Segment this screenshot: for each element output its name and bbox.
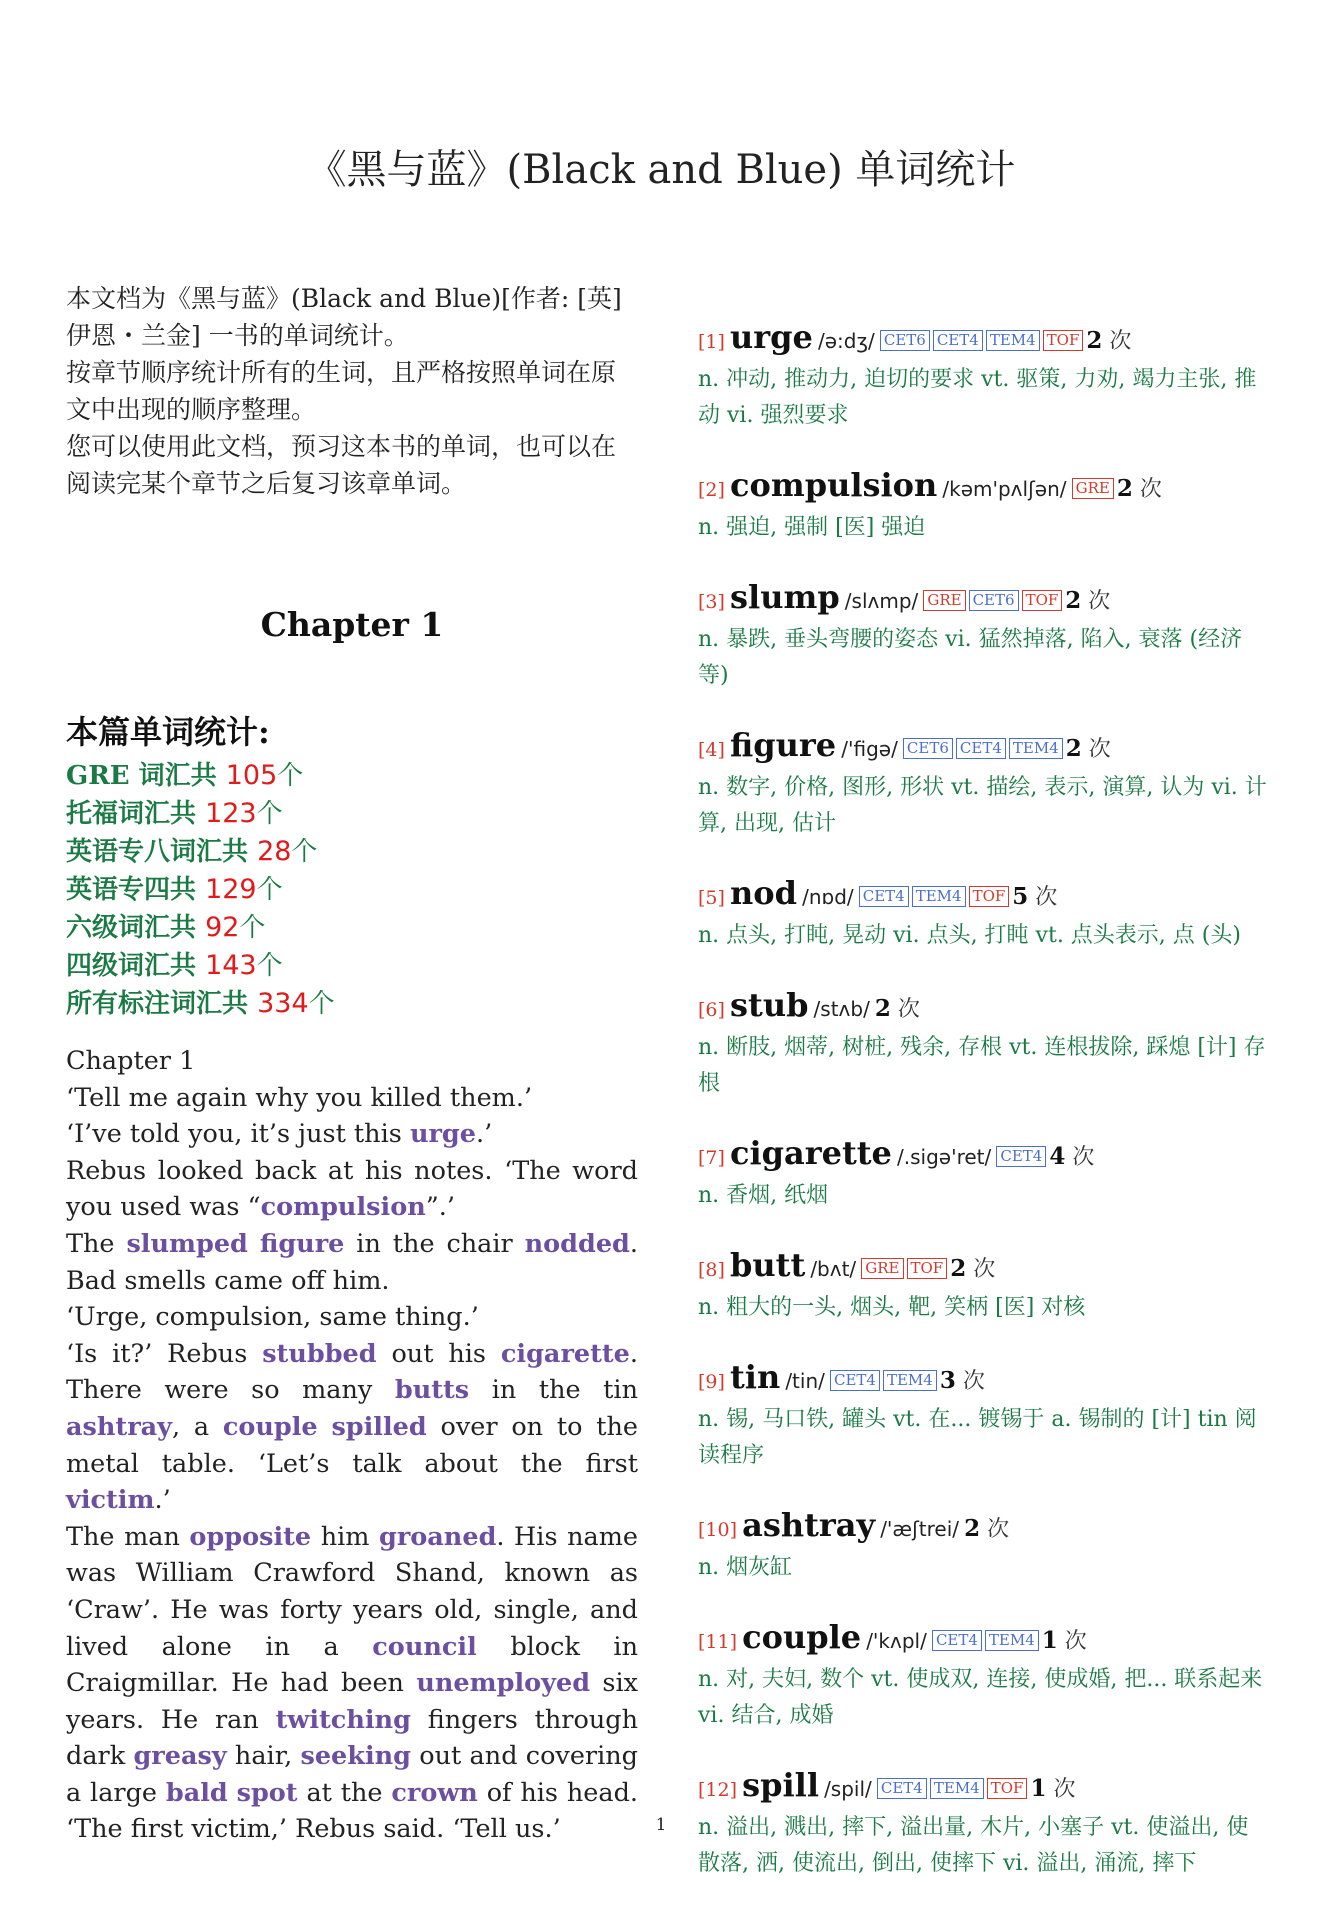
level-tag: CET6 — [880, 330, 930, 351]
highlighted-word: figure — [259, 1228, 345, 1259]
text-run: out his — [376, 1338, 501, 1369]
text-run — [318, 1412, 332, 1442]
level-tag: TOF — [1043, 330, 1084, 351]
occurrence-count: 1 — [1030, 1775, 1047, 1802]
intro-line: 本文档为《黑与蓝》(Black and Blue)[作者: [英] 伊恩・兰金] 一书的单词统计。 — [66, 284, 622, 350]
highlighted-word: greasy — [133, 1741, 227, 1772]
highlighted-word: urge — [409, 1119, 476, 1150]
count-unit: 次 — [1081, 737, 1111, 762]
level-tag: TOF — [987, 1778, 1028, 1799]
count-unit: 次 — [980, 1517, 1010, 1542]
stat-suffix: 个 — [256, 875, 283, 905]
level-tag: TOF — [1022, 590, 1063, 611]
highlighted-word: council — [372, 1631, 477, 1662]
text-run: ”.’ — [425, 1192, 455, 1223]
highlighted-word: couple — [222, 1411, 318, 1442]
text-run: ‘Is it?’ Rebus — [66, 1338, 263, 1369]
stat-row — [66, 833, 638, 871]
entry-header — [698, 1358, 1270, 1402]
count-unit: 次 — [1065, 1145, 1095, 1170]
stat-label: 英语专四共 — [66, 875, 206, 905]
vocab-entry — [698, 578, 1270, 694]
text-paragraph — [66, 1043, 638, 1080]
text-run: The man — [66, 1521, 190, 1552]
stat-count: 123 — [205, 798, 257, 829]
definition: n. 锡, 马口铁, 罐头 vt. 在... 镀锡于 a. 锡制的 [计] tin 阅读程序 — [698, 1407, 1257, 1468]
level-tag: TEM4 — [1009, 738, 1063, 759]
headword: compulsion — [730, 466, 938, 504]
stat-label: 四级词汇共 — [66, 951, 206, 981]
chapter-heading: Chapter 1 — [260, 605, 444, 644]
level-tag: CET4 — [956, 738, 1006, 759]
text-run: , a — [171, 1411, 223, 1442]
stat-label: 所有标注词汇共 — [66, 989, 258, 1019]
definition: n. 溢出, 溅出, 摔下, 溢出量, 木片, 小塞子 vt. 使溢出, 使散落, 洒, 使流出, 倒出, 使摔下 vi. 溢出, 涌流, 摔下 — [698, 1815, 1249, 1876]
phonetic: /slʌmp/ — [844, 589, 919, 613]
count-unit: 次 — [890, 997, 920, 1022]
definition: n. 点头, 打盹, 晃动 vi. 点头, 打盹 vt. 点头表示, 点 (头) — [698, 923, 1241, 948]
level-tag: TEM4 — [883, 1370, 937, 1391]
stat-count: 92 — [205, 912, 240, 943]
highlighted-word: spot — [236, 1777, 298, 1808]
stat-suffix: 个 — [308, 989, 335, 1019]
level-tag: TEM4 — [986, 330, 1040, 351]
count-unit: 次 — [955, 1369, 985, 1394]
stat-suffix: 个 — [256, 799, 283, 829]
level-tag: CET4 — [859, 886, 909, 907]
text-run: fingers through dark — [66, 1704, 638, 1772]
chapter-text — [66, 1043, 638, 1848]
entry-index: [3] — [698, 591, 725, 613]
text-run — [248, 1229, 260, 1259]
stat-count: 334 — [257, 988, 309, 1019]
count-unit: 次 — [1028, 885, 1058, 910]
text-paragraph — [66, 1226, 638, 1299]
highlighted-word: ashtray — [66, 1411, 172, 1442]
stat-label: 六级词汇共 — [66, 913, 206, 943]
occurrence-count: 2 — [1065, 735, 1082, 762]
occurrence-count: 2 — [950, 1255, 967, 1282]
text-paragraph — [66, 1519, 638, 1848]
definition: n. 冲动, 推动力, 迫切的要求 vt. 驱策, 力劝, 竭力主张, 推动 vi. 强烈要求 — [698, 367, 1257, 428]
occurrence-count: 5 — [1012, 883, 1029, 910]
entry-index: [9] — [698, 1371, 725, 1393]
intro-line: 按章节顺序统计所有的生词，且严格按照单词在原文中出现的顺序整理。 — [66, 358, 617, 424]
level-tag: GRE — [861, 1258, 903, 1279]
headword: cigarette — [730, 1134, 892, 1172]
level-tag: CET4 — [996, 1146, 1046, 1167]
occurrence-count: 2 — [1116, 475, 1133, 502]
stat-row — [66, 985, 638, 1023]
entry-index: [11] — [698, 1631, 738, 1653]
count-unit: 次 — [966, 1257, 996, 1282]
entry-index: [8] — [698, 1259, 725, 1281]
highlighted-word: victim — [66, 1485, 155, 1516]
stats-list — [66, 757, 638, 1023]
vocab-entry — [698, 1506, 1270, 1586]
stat-row — [66, 795, 638, 833]
highlighted-word: stubbed — [262, 1338, 377, 1369]
phonetic: /kəm'pʌlʃən/ — [942, 477, 1067, 501]
stat-count: 28 — [257, 836, 292, 867]
text-run: The — [66, 1228, 127, 1259]
highlighted-word: seeking — [300, 1741, 411, 1772]
highlighted-word: groaned — [379, 1521, 497, 1552]
text-paragraph — [66, 1299, 638, 1336]
page-number: 1 — [655, 1815, 667, 1835]
intro-line: 您可以使用此文档，预习这本书的单词，也可以在阅读完某个章节之后复习该章单词。 — [66, 432, 617, 498]
entry-header — [698, 874, 1270, 918]
stats-title: 本篇单词统计: — [66, 713, 270, 751]
entry-index: [10] — [698, 1519, 738, 1541]
definition: n. 暴跌, 垂头弯腰的姿态 vi. 猛然掉落, 陷入, 衰落 (经济等) — [698, 627, 1243, 688]
stat-label: 托福词汇共 — [66, 799, 206, 829]
text-run: . Bad smells came off him. — [66, 1228, 638, 1296]
entry-header — [698, 1766, 1270, 1810]
level-tag: CET4 — [830, 1370, 880, 1391]
headword: tin — [730, 1358, 781, 1396]
text-run: hair, — [226, 1741, 301, 1772]
headword: spill — [742, 1766, 819, 1804]
level-tag: TOF — [969, 886, 1010, 907]
definition: n. 粗大的一头, 烟头, 靶, 笑柄 [医] 对核 — [698, 1295, 1086, 1320]
highlighted-word: spilled — [331, 1411, 427, 1442]
text-run: ‘Urge, compulsion, same thing.’ — [66, 1302, 479, 1333]
headword: stub — [730, 986, 809, 1024]
headword: slump — [730, 578, 840, 616]
stat-label: 英语专八词汇共 — [66, 837, 258, 867]
entry-index: [12] — [698, 1779, 738, 1801]
level-tag: GRE — [923, 590, 965, 611]
stats-block — [66, 707, 638, 1023]
phonetic: /bʌt/ — [810, 1257, 857, 1281]
level-tag: TOF — [907, 1258, 948, 1279]
vocab-entry — [698, 1246, 1270, 1326]
highlighted-word: crown — [391, 1777, 478, 1808]
text-run: six years. He ran — [66, 1668, 639, 1735]
highlighted-word: twitching — [275, 1704, 411, 1735]
count-unit: 次 — [1057, 1629, 1087, 1654]
entry-header — [698, 578, 1270, 622]
occurrence-count: 1 — [1041, 1627, 1058, 1654]
definition: n. 数字, 价格, 图形, 形状 vt. 描绘, 表示, 演算, 认为 vi. 计算, 出现, 估计 — [698, 775, 1267, 836]
text-run: .’ — [475, 1119, 493, 1150]
stat-suffix: 个 — [277, 761, 304, 791]
entry-index: [6] — [698, 999, 725, 1021]
text-run — [228, 1778, 237, 1808]
highlighted-word: butts — [394, 1375, 470, 1406]
highlighted-word: opposite — [189, 1521, 312, 1552]
highlighted-word: cigarette — [500, 1338, 630, 1369]
definition: n. 对, 夫妇, 数个 vt. 使成双, 连接, 使成婚, 把... 联系起来 vi. 结合, 成婚 — [698, 1667, 1263, 1728]
phonetic: /stʌb/ — [813, 997, 870, 1021]
definition: n. 香烟, 纸烟 — [698, 1183, 829, 1208]
stat-label: GRE 词汇共 — [66, 761, 226, 791]
highlighted-word: compulsion — [260, 1192, 426, 1223]
occurrence-count: 2 — [1065, 587, 1082, 614]
entry-header — [698, 1506, 1270, 1550]
count-unit: 次 — [1102, 329, 1132, 354]
text-paragraph — [66, 1153, 638, 1226]
entry-header — [698, 986, 1270, 1030]
entry-index: [1] — [698, 331, 725, 353]
text-run: . There were so many — [66, 1338, 638, 1406]
text-run: Chapter 1 — [66, 1046, 196, 1076]
highlighted-word: nodded — [524, 1228, 630, 1259]
text-run: at the — [297, 1777, 392, 1808]
count-unit: 次 — [1046, 1777, 1076, 1802]
entry-index: [5] — [698, 887, 725, 909]
vocab-entry — [698, 1134, 1270, 1214]
headword: nod — [730, 874, 797, 912]
text-run: block in Craigmillar. He had been — [66, 1631, 639, 1699]
text-run: in the chair — [344, 1228, 525, 1259]
level-tag: TEM4 — [985, 1630, 1039, 1651]
level-tag: CET4 — [933, 330, 983, 351]
stat-row — [66, 871, 638, 909]
count-unit: 次 — [1132, 477, 1162, 502]
occurrence-count: 2 — [1086, 327, 1103, 354]
stat-suffix: 个 — [256, 951, 283, 981]
definition: n. 断肢, 烟蒂, 树桩, 残余, 存根 vt. 连根拔除, 踩熄 [计] 存根 — [698, 1035, 1266, 1096]
text-run: in the tin — [469, 1375, 639, 1406]
text-run: Rebus looked back at his notes. ‘The word you used was “ — [66, 1155, 638, 1223]
text-run: over on to the metal table. ‘Let’s talk about the first — [66, 1411, 638, 1479]
phonetic: /spil/ — [824, 1777, 872, 1801]
vocabulary-list — [698, 318, 1270, 1914]
intro-block — [66, 280, 638, 502]
level-tag: CET6 — [969, 590, 1019, 611]
count-unit: 次 — [1081, 589, 1111, 614]
occurrence-count: 3 — [939, 1367, 956, 1394]
phonetic: /ə:dʒ/ — [817, 329, 875, 353]
definition: n. 强迫, 强制 [医] 强迫 — [698, 515, 926, 540]
headword: figure — [730, 726, 837, 764]
headword: butt — [730, 1246, 806, 1284]
text-run: him — [311, 1521, 380, 1552]
text-paragraph — [66, 1116, 638, 1153]
entry-index: [4] — [698, 739, 725, 761]
phonetic: /tin/ — [785, 1369, 825, 1393]
vocab-entry — [698, 986, 1270, 1102]
text-run: . His name was William Crawford Shand, known as ‘Craw’. He was forty years old, single, and lived alone in a — [66, 1521, 638, 1662]
vocab-entry — [698, 874, 1270, 954]
level-tag: TEM4 — [930, 1778, 984, 1799]
occurrence-count: 2 — [874, 995, 891, 1022]
phonetic: /.sigə'ret/ — [897, 1145, 992, 1169]
highlighted-word: bald — [165, 1777, 228, 1808]
vocab-entry — [698, 466, 1270, 546]
level-tag: CET6 — [903, 738, 953, 759]
definition: n. 烟灰缸 — [698, 1555, 793, 1580]
occurrence-count: 4 — [1049, 1143, 1066, 1170]
occurrence-count: 2 — [964, 1515, 981, 1542]
vocab-entry — [698, 1358, 1270, 1474]
highlighted-word: unemployed — [416, 1668, 591, 1699]
vocab-entry — [698, 318, 1270, 434]
headword: ashtray — [742, 1506, 876, 1544]
stat-suffix: 个 — [239, 913, 266, 943]
stat-count: 129 — [205, 874, 257, 905]
entry-header — [698, 1246, 1270, 1290]
document-title: 《黑与蓝》(Black and Blue) 单词统计 — [306, 147, 1016, 193]
level-tag: CET4 — [877, 1778, 927, 1799]
stat-row — [66, 947, 638, 985]
text-run: ‘Tell me again why you killed them.’ — [66, 1082, 533, 1113]
entry-index: [2] — [698, 479, 725, 501]
text-paragraph — [66, 1336, 638, 1519]
vocab-entry — [698, 1618, 1270, 1734]
entry-index: [7] — [698, 1147, 725, 1169]
text-run: .’ — [154, 1485, 171, 1516]
phonetic: /'kʌpl/ — [866, 1629, 927, 1653]
headword: couple — [742, 1618, 862, 1656]
entry-header — [698, 318, 1270, 362]
entry-header — [698, 1134, 1270, 1178]
stat-count: 143 — [205, 950, 257, 981]
text-run: ‘I’ve told you, it’s just this — [66, 1119, 410, 1150]
phonetic: /'æʃtrei/ — [880, 1517, 960, 1541]
text-run: of his head. ‘The first victim,’ Rebus said. ‘Tell us.’ — [66, 1777, 639, 1845]
level-tag: GRE — [1072, 478, 1114, 499]
phonetic: /'figə/ — [841, 737, 898, 761]
level-tag: TEM4 — [912, 886, 966, 907]
stat-row — [66, 757, 638, 795]
stat-row — [66, 909, 638, 947]
headword: urge — [730, 318, 813, 356]
phonetic: /nɒd/ — [802, 885, 854, 909]
entry-header — [698, 1618, 1270, 1662]
stat-count: 105 — [225, 760, 278, 791]
stat-suffix: 个 — [291, 837, 318, 867]
highlighted-word: slumped — [126, 1228, 248, 1259]
level-tag: CET4 — [932, 1630, 982, 1651]
text-paragraph — [66, 1080, 638, 1117]
entry-header — [698, 726, 1270, 770]
vocab-entry — [698, 726, 1270, 842]
entry-header — [698, 466, 1270, 510]
text-run: out and covering a large — [66, 1741, 639, 1808]
